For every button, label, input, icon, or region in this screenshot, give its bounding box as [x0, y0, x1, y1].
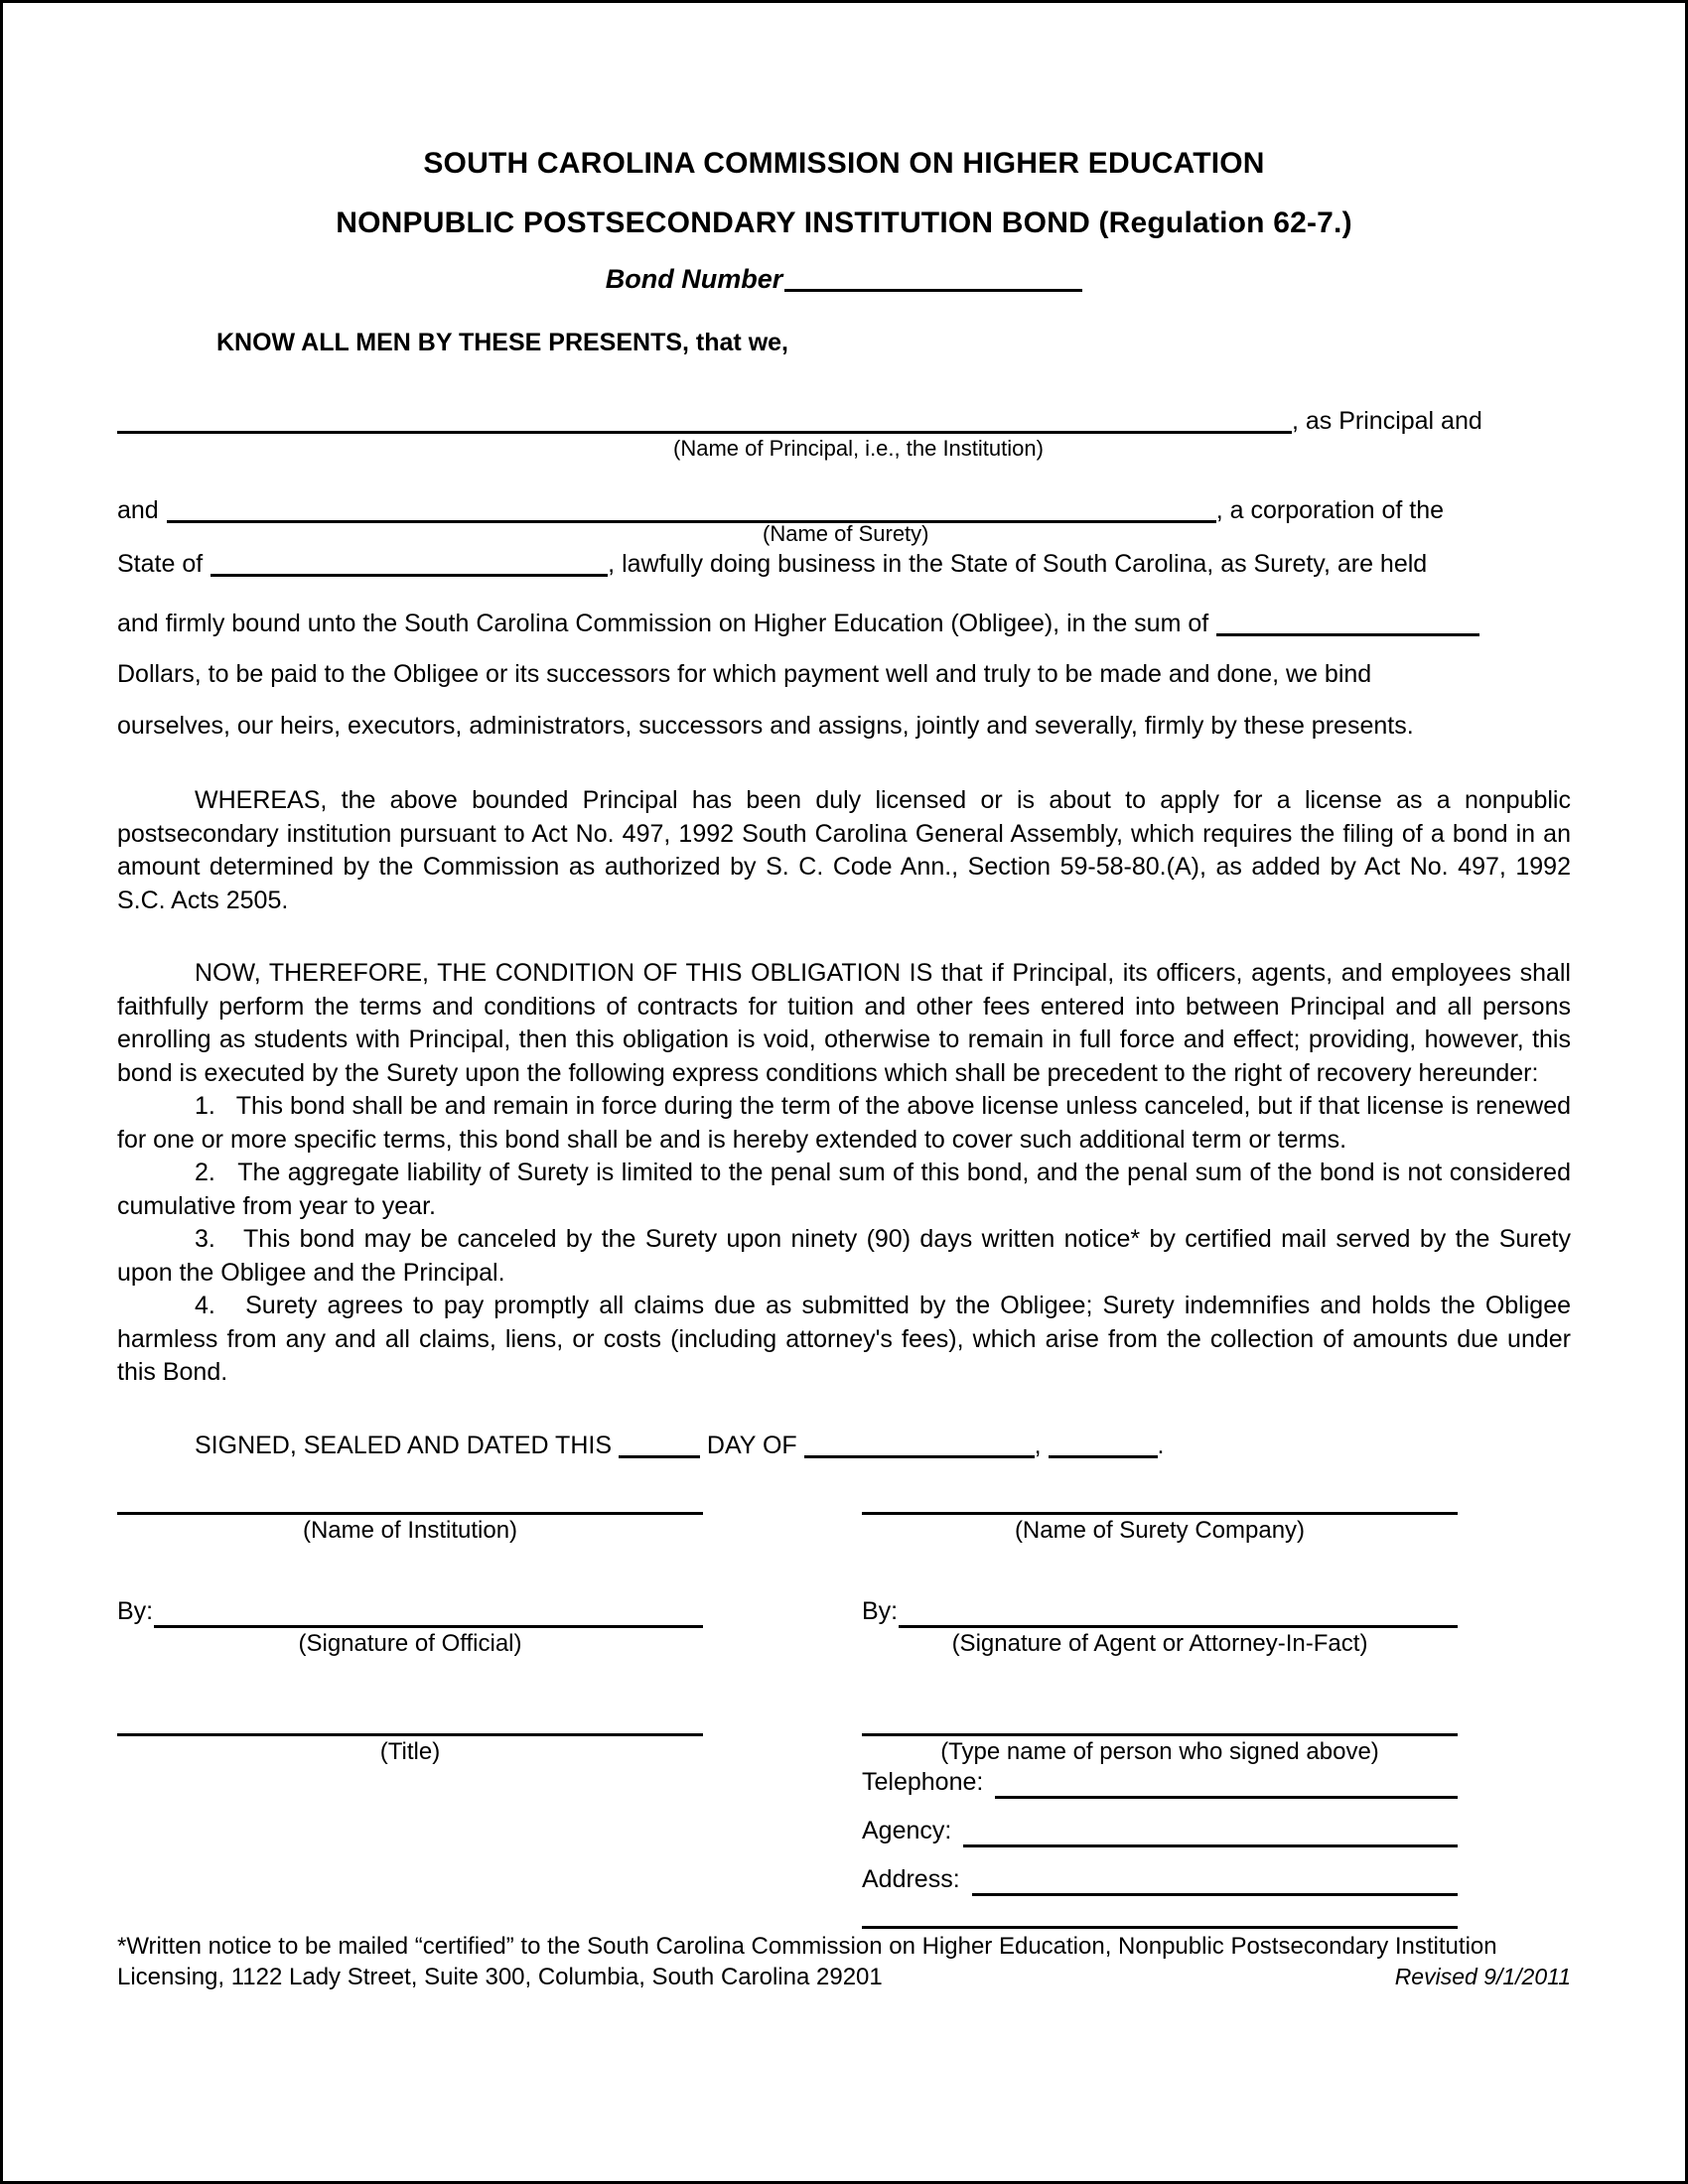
page-title-line1: SOUTH CAROLINA COMMISSION ON HIGHER EDUCATION	[423, 147, 1265, 180]
agency-label: Agency:	[862, 1816, 952, 1844]
signed-prefix: SIGNED, SEALED AND DATED THIS	[195, 1431, 613, 1459]
condition-text: This bond may be canceled by the Surety upon ninety (90) days written notice* by certified mail served by the Surety upon the Obligee and the Principal.	[117, 1225, 1572, 1287]
condition-4	[117, 1290, 1571, 1390]
spacer	[117, 1658, 703, 1733]
bond-number-row	[117, 264, 1571, 295]
surety-company-name-input[interactable]	[862, 1512, 1458, 1515]
condition-2	[117, 1157, 1571, 1223]
institution-title-caption: (Title)	[379, 1738, 441, 1766]
revision-date: Revised 9/1/2011	[1394, 1964, 1571, 1990]
institution-title-input[interactable]	[117, 1733, 703, 1736]
state-label: State of	[117, 550, 204, 579]
footer	[117, 1931, 1571, 1992]
principal-caption: (Name of Principal, i.e., the Institution)	[673, 436, 1044, 461]
telephone-row	[862, 1768, 1458, 1799]
surety-company-name-caption: (Name of Surety Company)	[1014, 1516, 1306, 1544]
whereas-text: WHEREAS, the above bounded Principal has been duly licensed or is about to apply for a license as a nonpublic postsecondary institution pursuant to Act No. 497, 1992 South Carolina General Assembly, which requires the filing of a bond in an amount determined by the Commission as authorized by S. C. Code Ann., Section 59-58-80.(A), as added by Act No. 497, 1992 S.C. Acts 2505.	[117, 786, 1571, 914]
surety-signature-caption: (Signature of Agent or Attorney-In-Fact)	[951, 1630, 1368, 1658]
state-input[interactable]	[211, 552, 608, 577]
surety-typed-name-caption: (Type name of person who signed above)	[940, 1738, 1379, 1766]
dollars-line: Dollars, to be paid to the Obligee or its successors for which payment well and truly to be made and done, we bind	[117, 660, 1372, 689]
footer-note-line1: *Written notice to be mailed “certified” to the South Carolina Commission on Higher Education, Nonpublic Postsecondary Institution	[117, 1933, 1497, 1960]
telephone-input[interactable]	[995, 1774, 1458, 1799]
condition-number: 2.	[195, 1159, 215, 1187]
state-suffix: , lawfully doing business in the State of South Carolina, as Surety, are held	[608, 550, 1428, 579]
institution-name-caption: (Name of Institution)	[302, 1516, 518, 1544]
bond-number-label: Bond Number	[605, 264, 783, 294]
institution-by-label: By:	[117, 1597, 154, 1626]
spacer	[117, 1544, 703, 1597]
condition-number: 4.	[195, 1292, 215, 1320]
now-therefore-paragraph	[117, 957, 1571, 1090]
year-input[interactable]	[1049, 1433, 1158, 1458]
condition-text: The aggregate liability of Surety is limited to the penal sum of this bond, and the penal sum of the bond is not considered cumulative from year to year.	[117, 1159, 1571, 1220]
now-therefore-text: NOW, THEREFORE, THE CONDITION OF THIS OBLIGATION IS that if Principal, its officers, agents, and employees shall faithfully perform the terms and conditions of contracts for tuition and other fees entered into between Principal and all persons enrolling as students with Principal, then this obligation is void, otherwise to remain in full force and effect; providing, however, this bond is executed by the Surety upon the following express conditions which shall be precedent to the right of recovery hereunder:	[117, 959, 1571, 1087]
address-label: Address:	[862, 1864, 960, 1893]
footer-note-line2: Licensing, 1122 Lady Street, Suite 300, Columbia, South Carolina 29201	[117, 1964, 883, 1991]
ourselves-line: ourselves, our heirs, executors, administrators, successors and assigns, jointly and severally, firmly by these presents.	[117, 712, 1414, 741]
spacer	[862, 1544, 1458, 1597]
day-of-label: DAY OF	[706, 1431, 797, 1459]
condition-3	[117, 1223, 1571, 1290]
condition-1	[117, 1090, 1571, 1157]
month-input[interactable]	[804, 1433, 1035, 1458]
surety-by-row	[862, 1597, 1458, 1628]
surety-name-input[interactable]	[167, 498, 1216, 523]
bond-number-input[interactable]	[784, 289, 1082, 292]
condition-number: 1.	[195, 1092, 215, 1121]
address-row	[862, 1865, 1458, 1896]
spacer	[117, 917, 1571, 957]
principal-row	[117, 405, 1571, 437]
surety-signature-input[interactable]	[899, 1603, 1458, 1628]
surety-typed-name-input[interactable]	[862, 1733, 1458, 1736]
telephone-label: Telephone:	[862, 1767, 984, 1796]
page-title-line2: NONPUBLIC POSTSECONDARY INSTITUTION BOND (Regulation 62-7.)	[336, 206, 1352, 239]
spacer	[117, 461, 1571, 494]
agency-row	[862, 1817, 1458, 1847]
condition-text: Surety agrees to pay promptly all claims due as submitted by the Obligee; Surety indemnifies and holds the Obligee harmless from any and all claims, liens, or costs (including attorney's fees), which arise from the collection of amounts due under this Bond.	[117, 1292, 1572, 1387]
bound-text-prefix: and firmly bound unto the South Carolina Commission on Higher Education (Obligee), in the sum of	[117, 610, 1209, 638]
address-input-line2[interactable]	[862, 1926, 1458, 1929]
condition-text: This bond shall be and remain in force during the term of the above license unless canceled, but if that license is renewed for one or more specific terms, this bond shall be and is hereby extended to cover such additional term or terms.	[117, 1092, 1571, 1154]
spacer	[117, 745, 1571, 784]
bound-sum-row	[117, 608, 1571, 639]
signed-sealed-dated-row	[195, 1432, 1571, 1460]
condition-number: 3.	[195, 1225, 215, 1254]
and-label: and	[117, 496, 159, 525]
surety-caption: (Name of Surety)	[763, 521, 929, 547]
signature-column-institution	[117, 1512, 703, 1766]
know-all-men-heading: KNOW ALL MEN BY THESE PRESENTS, that we,	[216, 329, 788, 356]
day-input[interactable]	[619, 1433, 700, 1458]
address-input-line1[interactable]	[972, 1871, 1458, 1896]
spacer	[862, 1658, 1458, 1733]
signed-period: .	[1157, 1431, 1165, 1459]
sum-input[interactable]	[1216, 612, 1479, 636]
whereas-paragraph	[117, 784, 1571, 917]
institution-signature-caption: (Signature of Official)	[298, 1630, 522, 1658]
surety-by-label: By:	[862, 1597, 899, 1626]
state-row	[117, 548, 1571, 580]
surety-suffix: , a corporation of the	[1215, 496, 1445, 525]
signature-area	[117, 1512, 1571, 1979]
agency-input[interactable]	[963, 1823, 1458, 1847]
institution-name-input[interactable]	[117, 1512, 703, 1515]
principal-name-input[interactable]	[117, 409, 1292, 434]
signed-comma: ,	[1034, 1431, 1042, 1459]
signature-column-surety	[862, 1512, 1458, 1929]
principal-suffix: , as Principal and	[1292, 407, 1482, 435]
institution-signature-input[interactable]	[154, 1603, 703, 1628]
document-content	[117, 149, 1571, 1979]
institution-by-row	[117, 1597, 703, 1628]
